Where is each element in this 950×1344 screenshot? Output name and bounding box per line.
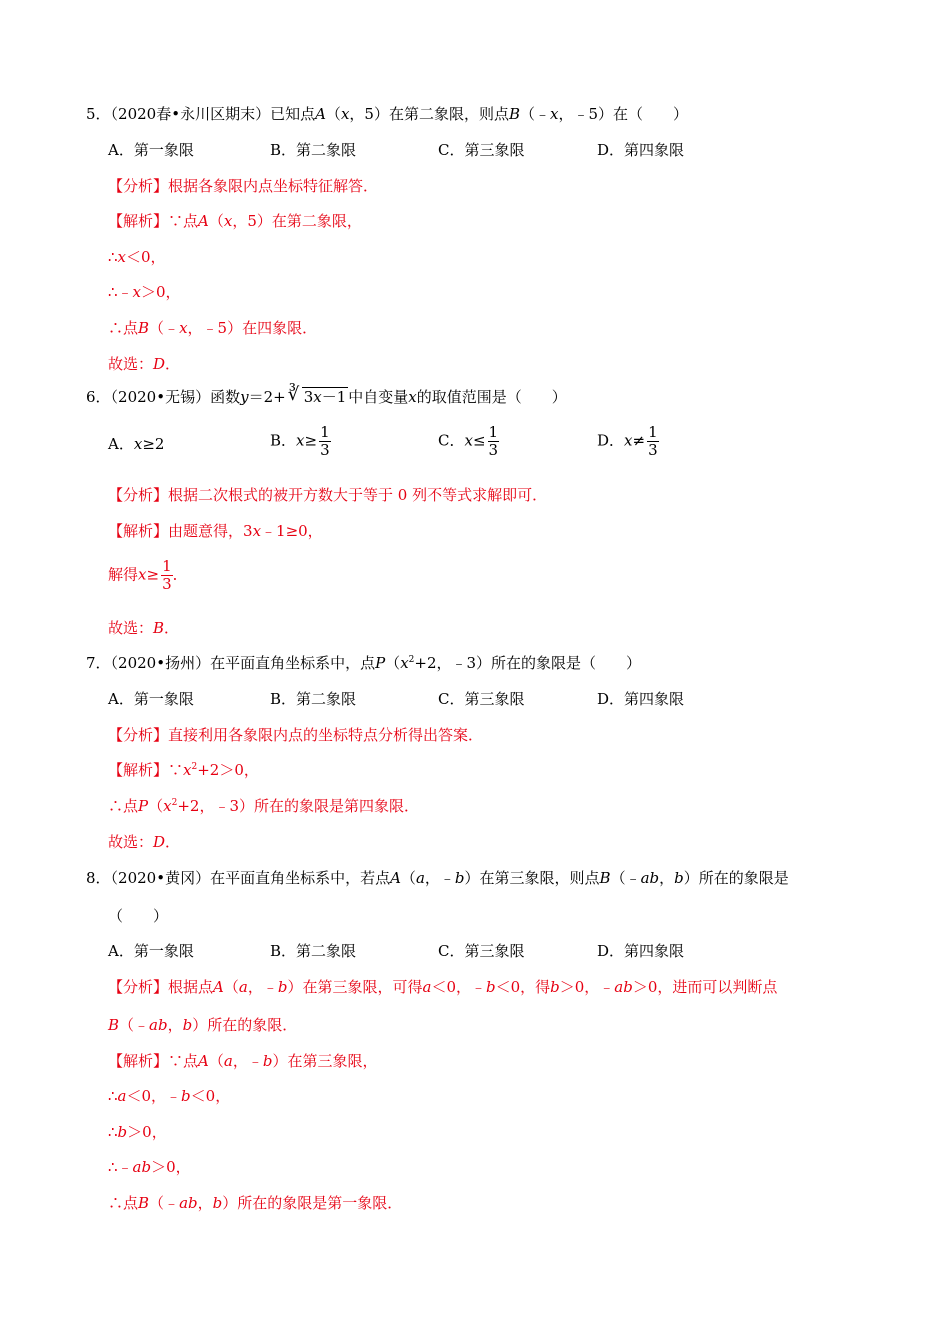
q5-stem-text: 5．（2020春•永川区期末）已知点 [86, 105, 316, 123]
q8-option-b: B．第二象限 [270, 942, 357, 960]
q5-var: A [315, 105, 326, 123]
text: 由题意得，3 [168, 522, 253, 540]
q5-solution-line-3 [108, 282, 181, 302]
q8-solution-line-1 [108, 1051, 377, 1071]
text: ∴点 [108, 797, 139, 815]
var: B [138, 1194, 150, 1212]
analysis-text: 根据各象限内点坐标特征解答． [168, 177, 379, 195]
text: （﹣ [119, 1016, 150, 1034]
q5-stem-text: ，﹣5）在（ ） [558, 105, 689, 123]
q7-stem [86, 653, 641, 673]
q5-solution-line-4 [108, 318, 317, 338]
var: x [313, 388, 322, 406]
var: x [296, 431, 305, 450]
text: ∴﹣ [108, 283, 133, 301]
var: B [599, 869, 611, 887]
analysis-tag: 【分析】 [108, 726, 169, 744]
q7-solution-line-2 [108, 796, 419, 816]
var: b [117, 1123, 128, 1141]
var: ab [149, 1016, 168, 1034]
q8-option-a: A．第一象限 [108, 942, 194, 960]
text: A． [108, 435, 134, 453]
q5-stem [86, 104, 688, 124]
text: ，﹣ [247, 978, 278, 996]
text: ，﹣5）在四象限． [187, 319, 318, 337]
var: a [223, 1052, 233, 1070]
denominator: 3 [488, 441, 499, 459]
var: x [400, 654, 409, 672]
text: （ [208, 1052, 224, 1070]
q8-analysis-line-2 [108, 1015, 297, 1035]
text: ＞0， [141, 283, 181, 301]
text: ． [165, 355, 181, 373]
q5-stem-text: ，5）在第二象限，则点 [349, 105, 509, 123]
q6-solution-line-1 [108, 521, 323, 541]
q7-analysis [108, 725, 483, 745]
text: （ [148, 797, 164, 815]
answer: D [153, 355, 166, 373]
text: ＜0，﹣ [126, 1087, 182, 1105]
var: x [133, 435, 143, 453]
text: ＝2+ [248, 388, 286, 406]
radicand [302, 387, 349, 406]
fraction [161, 558, 173, 593]
solution-tag: 【解析】 [108, 1052, 169, 1070]
numerator: 1 [648, 423, 658, 441]
q5-option-a: A．第一象限 [108, 141, 194, 159]
answer: D [153, 833, 166, 851]
text: ＜0，﹣ [431, 978, 486, 996]
text: ． [165, 833, 181, 851]
text: （﹣ [149, 1194, 180, 1212]
cube-root [287, 384, 349, 407]
var: x [252, 522, 262, 540]
var: P [138, 797, 149, 815]
text: 故选： [108, 833, 154, 851]
q8-analysis-line-1 [108, 977, 777, 997]
text: ． [164, 619, 180, 637]
q7-choice [108, 832, 180, 852]
text: 3 [303, 388, 314, 406]
exponent: 2 [171, 798, 178, 808]
text: ＞0， [127, 1123, 167, 1141]
q5-var: x [550, 105, 559, 123]
solution-tag: 【解析】 [108, 212, 169, 230]
var: P [375, 654, 386, 672]
var: A [198, 212, 209, 230]
var: x [132, 283, 142, 301]
text: 故选： [108, 355, 154, 373]
q5-option-b: B．第二象限 [270, 141, 357, 159]
text: ）所在的象限． [192, 1016, 298, 1034]
q7-option-c: C．第三象限 [438, 690, 525, 708]
text: ∴ [108, 1087, 118, 1105]
text: ， [197, 1194, 213, 1212]
text: ≠ [632, 431, 646, 450]
q6-option-a [108, 434, 164, 454]
text: ∴﹣ [108, 1158, 133, 1176]
var: B [138, 319, 150, 337]
var: b [674, 869, 684, 887]
text: ∵点 [168, 1052, 199, 1070]
text: 7．（2020•扬州）在平面直角坐标系中，点 [86, 654, 376, 672]
var: x [163, 797, 172, 815]
q6-solution-line-2 [108, 558, 188, 593]
q8-solution-line-4 [108, 1157, 191, 1177]
var: b [454, 869, 465, 887]
q6-stem [86, 384, 567, 407]
q5-solution-line-2 [108, 247, 166, 267]
var: a [415, 869, 425, 887]
text: 解得 [108, 565, 139, 584]
var: ab [614, 978, 633, 996]
text: +2，﹣3）所在的象限是第四象限． [177, 797, 419, 815]
text: ∴点 [108, 319, 139, 337]
text: C． [438, 431, 465, 450]
text: 8．（2020•黄冈）在平面直角坐标系中，若点 [86, 869, 391, 887]
q5-option-d: D．第四象限 [597, 141, 685, 159]
var: ab [179, 1194, 198, 1212]
text: 的取值范围是（ ） [416, 388, 567, 406]
var: ab [132, 1158, 152, 1176]
q6-choice [108, 618, 179, 638]
text: ∴ [108, 1123, 118, 1141]
fraction [319, 424, 331, 459]
radical-sign-icon: ∛ [287, 384, 300, 405]
text: （﹣ [610, 869, 641, 887]
text: －1 [321, 388, 347, 406]
var: x [408, 388, 417, 406]
var: B [108, 1016, 120, 1034]
exponent: 2 [408, 655, 415, 665]
q8-option-d: D．第四象限 [597, 942, 685, 960]
q6-analysis [108, 485, 547, 505]
var: x [179, 319, 188, 337]
analysis-tag: 【分析】 [108, 978, 169, 996]
text: ∴点 [108, 1194, 139, 1212]
text: （ [400, 869, 416, 887]
var: b [277, 978, 288, 996]
q5-stem-text: （ [325, 105, 341, 123]
var: x [624, 431, 633, 450]
var: A [213, 978, 224, 996]
denominator: 3 [648, 441, 658, 459]
var: a [422, 978, 432, 996]
q8-solution-line-2 [108, 1086, 230, 1106]
text: ，5）在第二象限， [232, 212, 362, 230]
answer: B [153, 619, 165, 637]
text: D． [597, 431, 625, 450]
text: ﹣1≥0， [261, 522, 323, 540]
text: ， [659, 869, 675, 887]
q5-option-c: C．第三象限 [438, 141, 525, 159]
numerator: 1 [488, 423, 499, 441]
solution-tag: 【解析】 [108, 522, 169, 540]
text: 6．（2020•无锡）函数 [86, 388, 241, 406]
var: x [464, 431, 473, 450]
exponent: 2 [191, 762, 198, 772]
q7-option-b: B．第二象限 [270, 690, 357, 708]
q6-option-d [597, 424, 659, 459]
q7-option-a: A．第一象限 [108, 690, 194, 708]
var: b [182, 1016, 193, 1034]
text: ，﹣ [232, 1052, 263, 1070]
q5-choice [108, 354, 180, 374]
text: ）在第三象限，可得 [287, 978, 423, 996]
var: y [240, 388, 249, 406]
text: （﹣ [149, 319, 180, 337]
text: ＞0，﹣ [559, 978, 615, 996]
text: ＜0，得 [495, 978, 551, 996]
text: ∵ [168, 761, 184, 779]
q5-var: x [340, 105, 350, 123]
q8-stem [86, 868, 789, 888]
numerator: 1 [162, 557, 172, 575]
var: b [550, 978, 560, 996]
var: b [212, 1194, 223, 1212]
text: 故选： [108, 619, 154, 637]
fraction [647, 424, 659, 459]
text: B． [270, 431, 297, 450]
q7-solution-line-1 [108, 760, 259, 780]
text: ≥2 [142, 435, 165, 453]
text: ，﹣ [424, 869, 455, 887]
text: （ [208, 212, 224, 230]
text: ． [172, 565, 188, 584]
text: 中自变量 [348, 388, 409, 406]
q8-stem-paren: （ ） [108, 907, 169, 925]
q7-option-d: D．第四象限 [597, 690, 685, 708]
var: A [198, 1052, 209, 1070]
var: b [262, 1052, 273, 1070]
denominator: 3 [320, 441, 330, 459]
text: ）在第三象限， [272, 1052, 378, 1070]
text: ＞0， [151, 1158, 191, 1176]
analysis-text: 根据二次根式的被开方数大于等于 0 列不等式求解即可． [168, 486, 548, 504]
solution-tag: 【解析】 [108, 761, 169, 779]
text: （ [223, 978, 239, 996]
text: ）在第三象限，则点 [464, 869, 600, 887]
q5-analysis [108, 176, 378, 196]
var: b [485, 978, 496, 996]
text: ∴ [108, 248, 118, 266]
text: ≤ [472, 431, 486, 450]
var: a [238, 978, 248, 996]
text: +2＞0， [197, 761, 259, 779]
text: 根据点 [168, 978, 214, 996]
fraction [488, 424, 500, 459]
text: ）所在的象限是第一象限． [222, 1194, 403, 1212]
var: ab [640, 869, 660, 887]
text: （ [385, 654, 401, 672]
q5-solution-line-1 [108, 211, 362, 231]
var: x [138, 565, 147, 584]
q6-option-b [270, 424, 331, 459]
text: ≥ [146, 565, 160, 584]
text: ）所在的象限是 [683, 869, 789, 887]
var: x [183, 761, 192, 779]
text: ＜0， [126, 248, 166, 266]
text: ∵点 [168, 212, 199, 230]
q5-var: B [508, 105, 520, 123]
var: x [117, 248, 127, 266]
analysis-tag: 【分析】 [108, 177, 169, 195]
q5-stem-text: （﹣ [519, 105, 550, 123]
var: x [223, 212, 233, 230]
q6-option-c [438, 424, 499, 459]
q8-solution-line-3 [108, 1122, 167, 1142]
text: ≥ [304, 431, 318, 450]
analysis-text: 直接利用各象限内点的坐标特点分析得出答案． [168, 726, 484, 744]
var: a [117, 1087, 127, 1105]
q8-option-c: C．第三象限 [438, 942, 525, 960]
text: ， [167, 1016, 183, 1034]
text: +2，﹣3）所在的象限是（ ） [414, 654, 642, 672]
var: A [390, 869, 401, 887]
text: ＜0， [190, 1087, 231, 1105]
text: ＞0，进而可以判断点 [632, 978, 778, 996]
denominator: 3 [162, 575, 172, 593]
q8-solution-line-5 [108, 1193, 402, 1213]
var: b [181, 1087, 191, 1105]
numerator: 1 [320, 423, 330, 441]
analysis-tag: 【分析】 [108, 486, 169, 504]
